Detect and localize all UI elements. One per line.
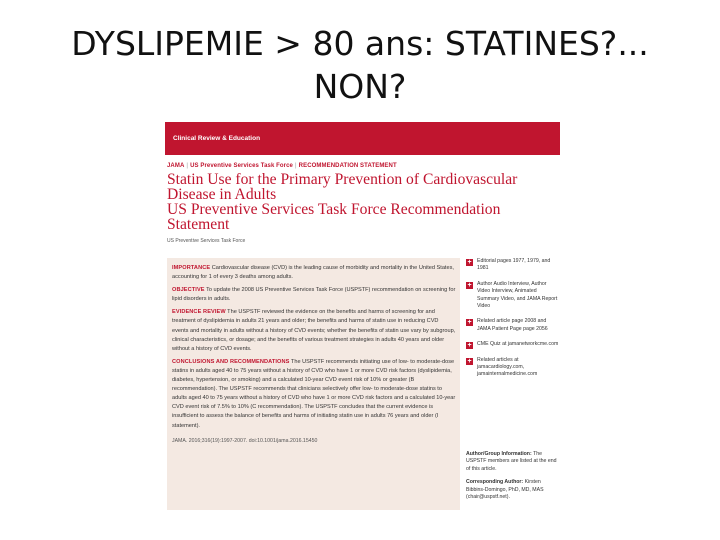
paper-title-line-2: Disease in Adults — [167, 186, 277, 203]
conclusions-heading: CONCLUSIONS AND RECOMMENDATIONS — [172, 358, 290, 365]
author-info-block — [466, 451, 560, 501]
sidebar — [466, 258, 560, 507]
evidence-heading: EVIDENCE REVIEW — [172, 309, 226, 316]
sidebar-item-related-article[interactable] — [466, 318, 560, 333]
sidebar-item-related-articles[interactable] — [466, 357, 560, 379]
journal-line: JAMA | US Preventive Services Task Force | RECOMMENDATION STATEMENT — [167, 163, 397, 169]
importance-text: Cardiovascular disease (CVD) is the leading cause of morbidity and mortality in the United States, accounting for 1 of every 3 deaths among adults. — [172, 265, 454, 281]
taskforce-name: US Preventive Services Task Force — [190, 163, 293, 169]
slide-title-line-2: NON? — [313, 67, 407, 106]
plus-icon: + — [467, 342, 472, 350]
conclusions-text: The USPSTF recommends initiating use of low- to moderate-dose statins in adults aged 40 to 75 years without a history of CVD who have 1 or more CVD risk factors (dyslipidemia, diabetes, hypertension, or smoking) and a calculated 10-year CVD event risk of 10% or greater (B recommendation). The USPSTF recommends that clinicians selectively offer low- to moderate-dose statins to adults aged 40 to 75 years without a history of CVD who have 1 or more CVD risk factors and a calculated 10-year CVD event risk of 7.5% to 10% (C recommendation). The USPSTF concludes that the current evidence is insufficient to assess the balance of benefits and harms of initiating statin use in adults 76 years and older (I statement). — [172, 358, 456, 429]
objective-text: To update the 2008 US Preventive Services Task Force (USPSTF) recommendation on screening for lipid disorders in adults. — [172, 287, 456, 303]
evidence-text: The USPSTF reviewed the evidence on the benefits and harms of screening for and treatment of dyslipidemia in adults 21 years and older; the benefits and harms of statin use in reducing CVD events and mortality in adults without a history of CVD events; whether the benefits of statin use vary by subgroup, clinical characteristics, or dosage; and the benefits of various treatment strategies in adults 40 years and older without a history of CVD events. — [172, 309, 456, 352]
importance-heading: IMPORTANCE — [172, 265, 211, 271]
abstract-box — [167, 258, 460, 510]
sidebar-item-multimedia[interactable] — [466, 281, 560, 311]
journal-name: JAMA — [167, 163, 185, 169]
author-info — [466, 451, 560, 473]
objective-heading: OBJECTIVE — [172, 287, 205, 294]
corresponding-author — [466, 479, 560, 501]
sidebar-item-label: Editorial pages 1977, 1979, and 1981 — [477, 258, 551, 272]
corresponding-heading: Corresponding Author: — [466, 479, 524, 486]
slide-title-line-1: DYSLIPEMIE > 80 ans: STATINES?... — [71, 24, 649, 63]
plus-icon: + — [467, 281, 472, 289]
sidebar-item-label: Author Audio Interview, Author Video Interview, Animated Summary Video, and JAMA Report Video — [477, 280, 558, 310]
paper-title-line-3: US Preventive Services Task Force Recommendation Statement — [167, 201, 501, 233]
paper-excerpt — [165, 122, 560, 512]
sidebar-item-label: Related article page 2008 and JAMA Patient Page page 2056 — [477, 318, 548, 332]
slide-title — [0, 22, 720, 108]
section-banner: Clinical Review & Education — [165, 122, 560, 155]
paper-title-line-1: Statin Use for the Primary Prevention of Cardiovascular — [167, 171, 518, 188]
sidebar-item-label: CME Quiz at jamanetworkcme.com — [477, 341, 559, 348]
author-info-text: The USPSTF members are listed at the end of this article. — [466, 450, 557, 472]
abstract-evidence — [172, 308, 456, 353]
sidebar-item-cme-quiz[interactable] — [466, 341, 560, 348]
plus-icon: + — [467, 357, 472, 365]
citation: JAMA. 2016;316(19):1997-2007. doi:10.1001/jama.2016.15450 — [172, 437, 318, 444]
plus-icon: + — [467, 319, 472, 327]
author-info-heading: Author/Group Information: — [466, 450, 532, 457]
corresponding-text: Kirsten Bibbins-Domingo, PhD, MD, MAS (chair@uspstf.net). — [466, 479, 544, 500]
sidebar-item-label: Related articles at jamacardiology.com, jamainternalmedicine.com — [477, 356, 538, 378]
sidebar-item-editorial[interactable] — [466, 258, 560, 273]
plus-icon: + — [467, 259, 472, 266]
abstract-importance — [172, 264, 456, 282]
paper-authors: US Preventive Services Task Force — [167, 238, 246, 244]
abstract-objective — [172, 286, 456, 304]
abstract-conclusions — [172, 358, 456, 431]
paper-title — [167, 172, 560, 232]
statement-type: RECOMMENDATION STATEMENT — [298, 163, 397, 169]
